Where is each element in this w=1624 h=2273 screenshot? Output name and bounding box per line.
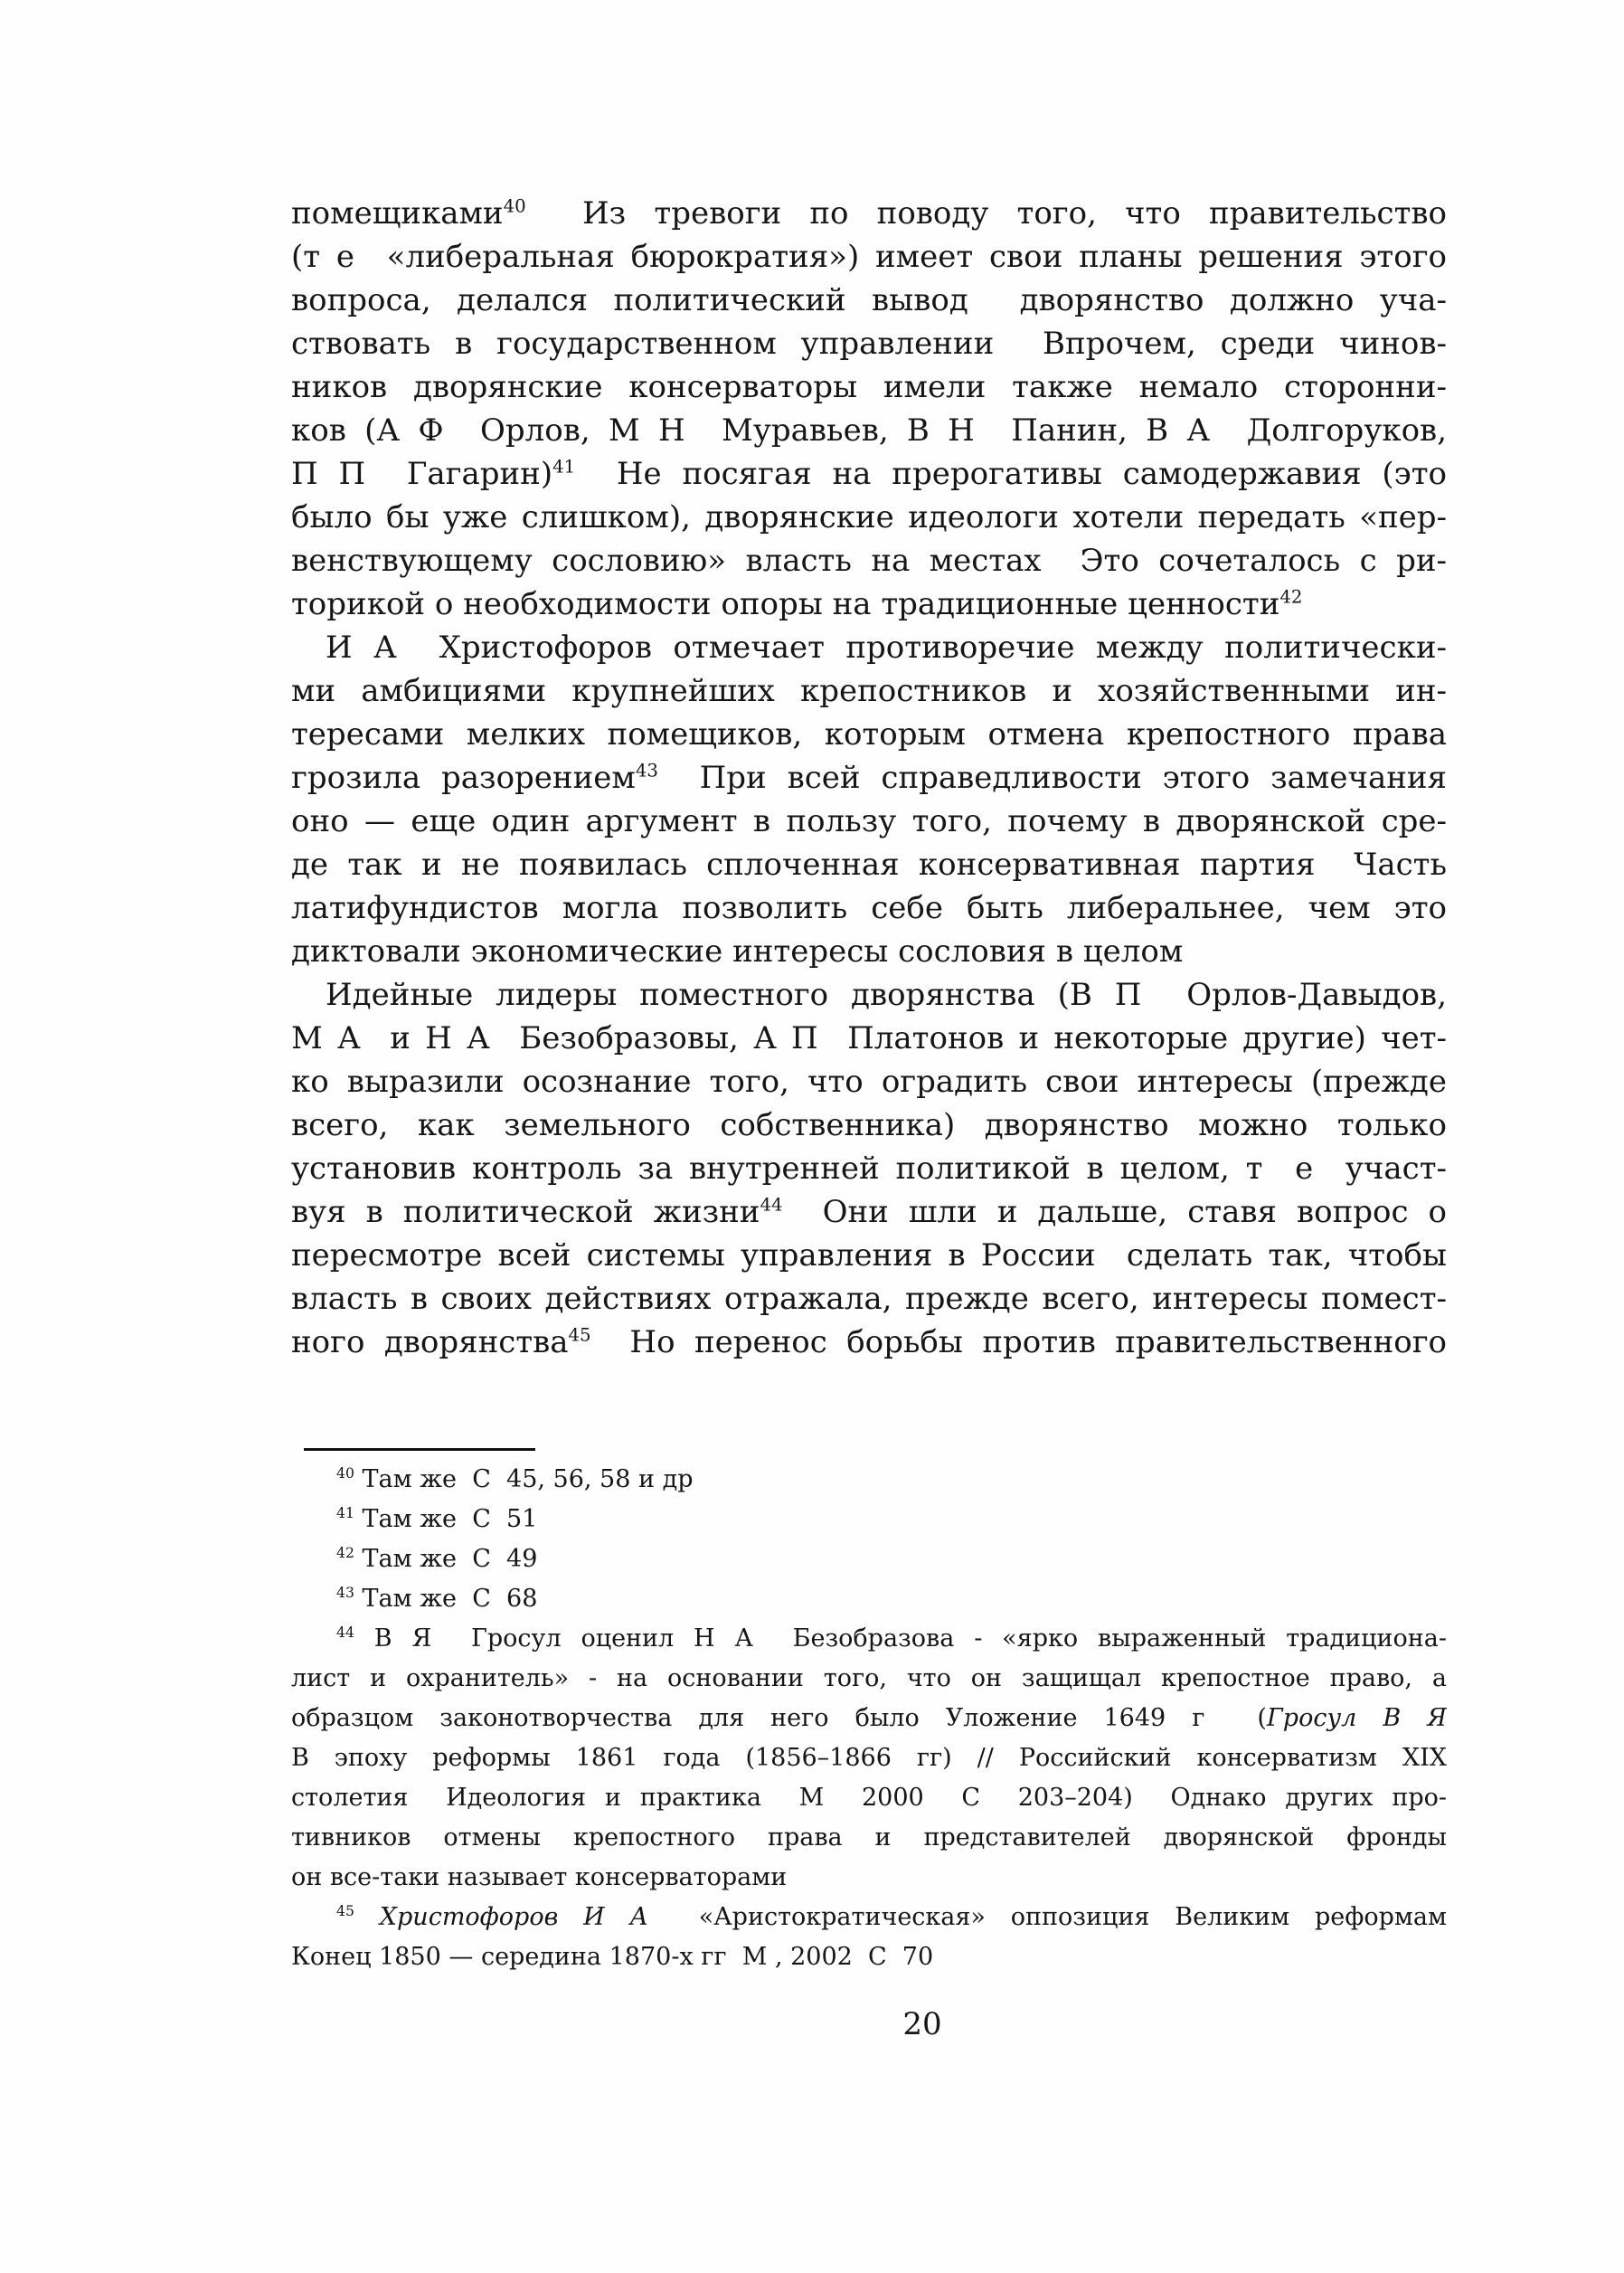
text-line: де так и не появилась сплоченная консервативная партия Часть — [291, 847, 1447, 883]
text-line: диктовали экономические интересы сословия в целом — [291, 933, 1184, 970]
text-line: М А и Н А Безобразовы, А П Платонов и некоторые другие) чет- — [291, 1020, 1447, 1056]
paragraph-1 — [291, 192, 1447, 626]
text-line: Идейные лидеры поместного дворянства (В П Орлов-Давыдов, — [326, 977, 1447, 1013]
text-line: ного дворянства$^{45}$ Но перенос борьбы против правительственного — [291, 1324, 1447, 1360]
text-line: установив контроль за внутренней политикой в целом, т е участ- — [291, 1151, 1447, 1187]
text-line: ко выразили осознание того, что оградить свои интересы (прежде — [291, 1064, 1447, 1100]
text-line: пересмотре всей системы управления в России сделать так, чтобы — [291, 1237, 1447, 1274]
text-line: П П Гагарин)$^{41}$ Не посягая на прерогативы самодержавия (это — [291, 456, 1447, 492]
text-line: тересами мелких помещиков, которым отмена крепостного права — [291, 716, 1447, 753]
footnote-line: $^{44}$ В Я Гросул оценил Н А Безобразова - «ярко выраженный традициона- — [336, 1624, 1447, 1653]
text-line: вопроса, делался политический вывод дворянство должно уча- — [291, 282, 1447, 318]
footnote-line: $^{41}$ Там же С 51 — [336, 1504, 538, 1533]
text-line: всего, как земельного собственника) дворянство можно только — [291, 1107, 1447, 1143]
text-line: ков (А Ф Орлов, М Н Муравьев, В Н Панин, В А Долгоруков, — [291, 412, 1447, 449]
footnote-line: В эпоху реформы 1861 года (1856–1866 гг) // Российский консерватизм XIX — [291, 1744, 1447, 1772]
text-line: ствовать в государственном управлении Впрочем, среди чинов- — [291, 326, 1447, 362]
paragraph-3 — [291, 973, 1447, 1364]
footnote-line: тивников отмены крепостного права и представителей дворянской фронды — [291, 1823, 1447, 1852]
footnote-line: образцом законотворчества для него было Уложение 1649 г (Гросул В Я — [291, 1704, 1447, 1732]
text-line: (т е «либеральная бюрократия») имеет свои планы решения этого — [291, 239, 1447, 275]
footnote-line: $^{42}$ Там же С 49 — [336, 1544, 538, 1573]
text-line: оно — еще один аргумент в пользу того, почему в дворянской сре- — [291, 803, 1447, 839]
text-line: власть в своих действиях отражала, прежде всего, интересы помест- — [291, 1281, 1447, 1317]
text-line: латифундистов могла позволить себе быть либеральнее, чем это — [291, 890, 1447, 926]
paragraph-2 — [291, 626, 1447, 973]
text-line: грозила разорением$^{43}$ При всей справедливости этого замечания — [291, 760, 1447, 796]
body-text — [291, 192, 1447, 1364]
footnote-line: $^{43}$ Там же С 68 — [336, 1584, 538, 1613]
footnote-line: $^{45}$ Христофоров И А «Аристократическая» оппозиция Великим реформам — [336, 1902, 1447, 1931]
text-line: вуя в политической жизни$^{44}$ Они шли и дальше, ставя вопрос о — [291, 1194, 1447, 1230]
text-line: ников дворянские консерваторы имели также немало сторонни- — [291, 369, 1447, 405]
text-line: было бы уже слишком), дворянские идеологи хотели передать «пер- — [291, 499, 1447, 535]
text-line: И А Христофоров отмечает противоречие между политически- — [326, 630, 1447, 666]
footnote-line: $^{40}$ Там же С 45, 56, 58 и др — [336, 1464, 694, 1493]
text-line: помещиками$^{40}$ Из тревоги по поводу того, что правительство — [291, 195, 1447, 232]
footnotes — [291, 1460, 1447, 1977]
page-number: 20 — [902, 2006, 942, 2042]
footnote-line: он все-таки называет консерваторами — [291, 1863, 788, 1891]
text-line: венствующему сословию» власть на местах Это сочеталось с ри- — [291, 543, 1447, 579]
footnote-line: Конец 1850 — середина 1870-х гг М , 2002 С 70 — [291, 1943, 934, 1971]
footnote-line: столетия Идеология и практика М 2000 С 203–204) Однако других про- — [291, 1784, 1447, 1812]
text-line: торикой о необходимости опоры на традиционные ценности$^{42}$ — [291, 586, 1303, 622]
footnote-separator — [304, 1448, 535, 1451]
text-line: ми амбициями крупнейших крепостников и хозяйственными ин- — [291, 673, 1447, 709]
footnote-line: лист и охранитель» - на основании того, что он защищал крепостное право, а — [291, 1664, 1447, 1692]
